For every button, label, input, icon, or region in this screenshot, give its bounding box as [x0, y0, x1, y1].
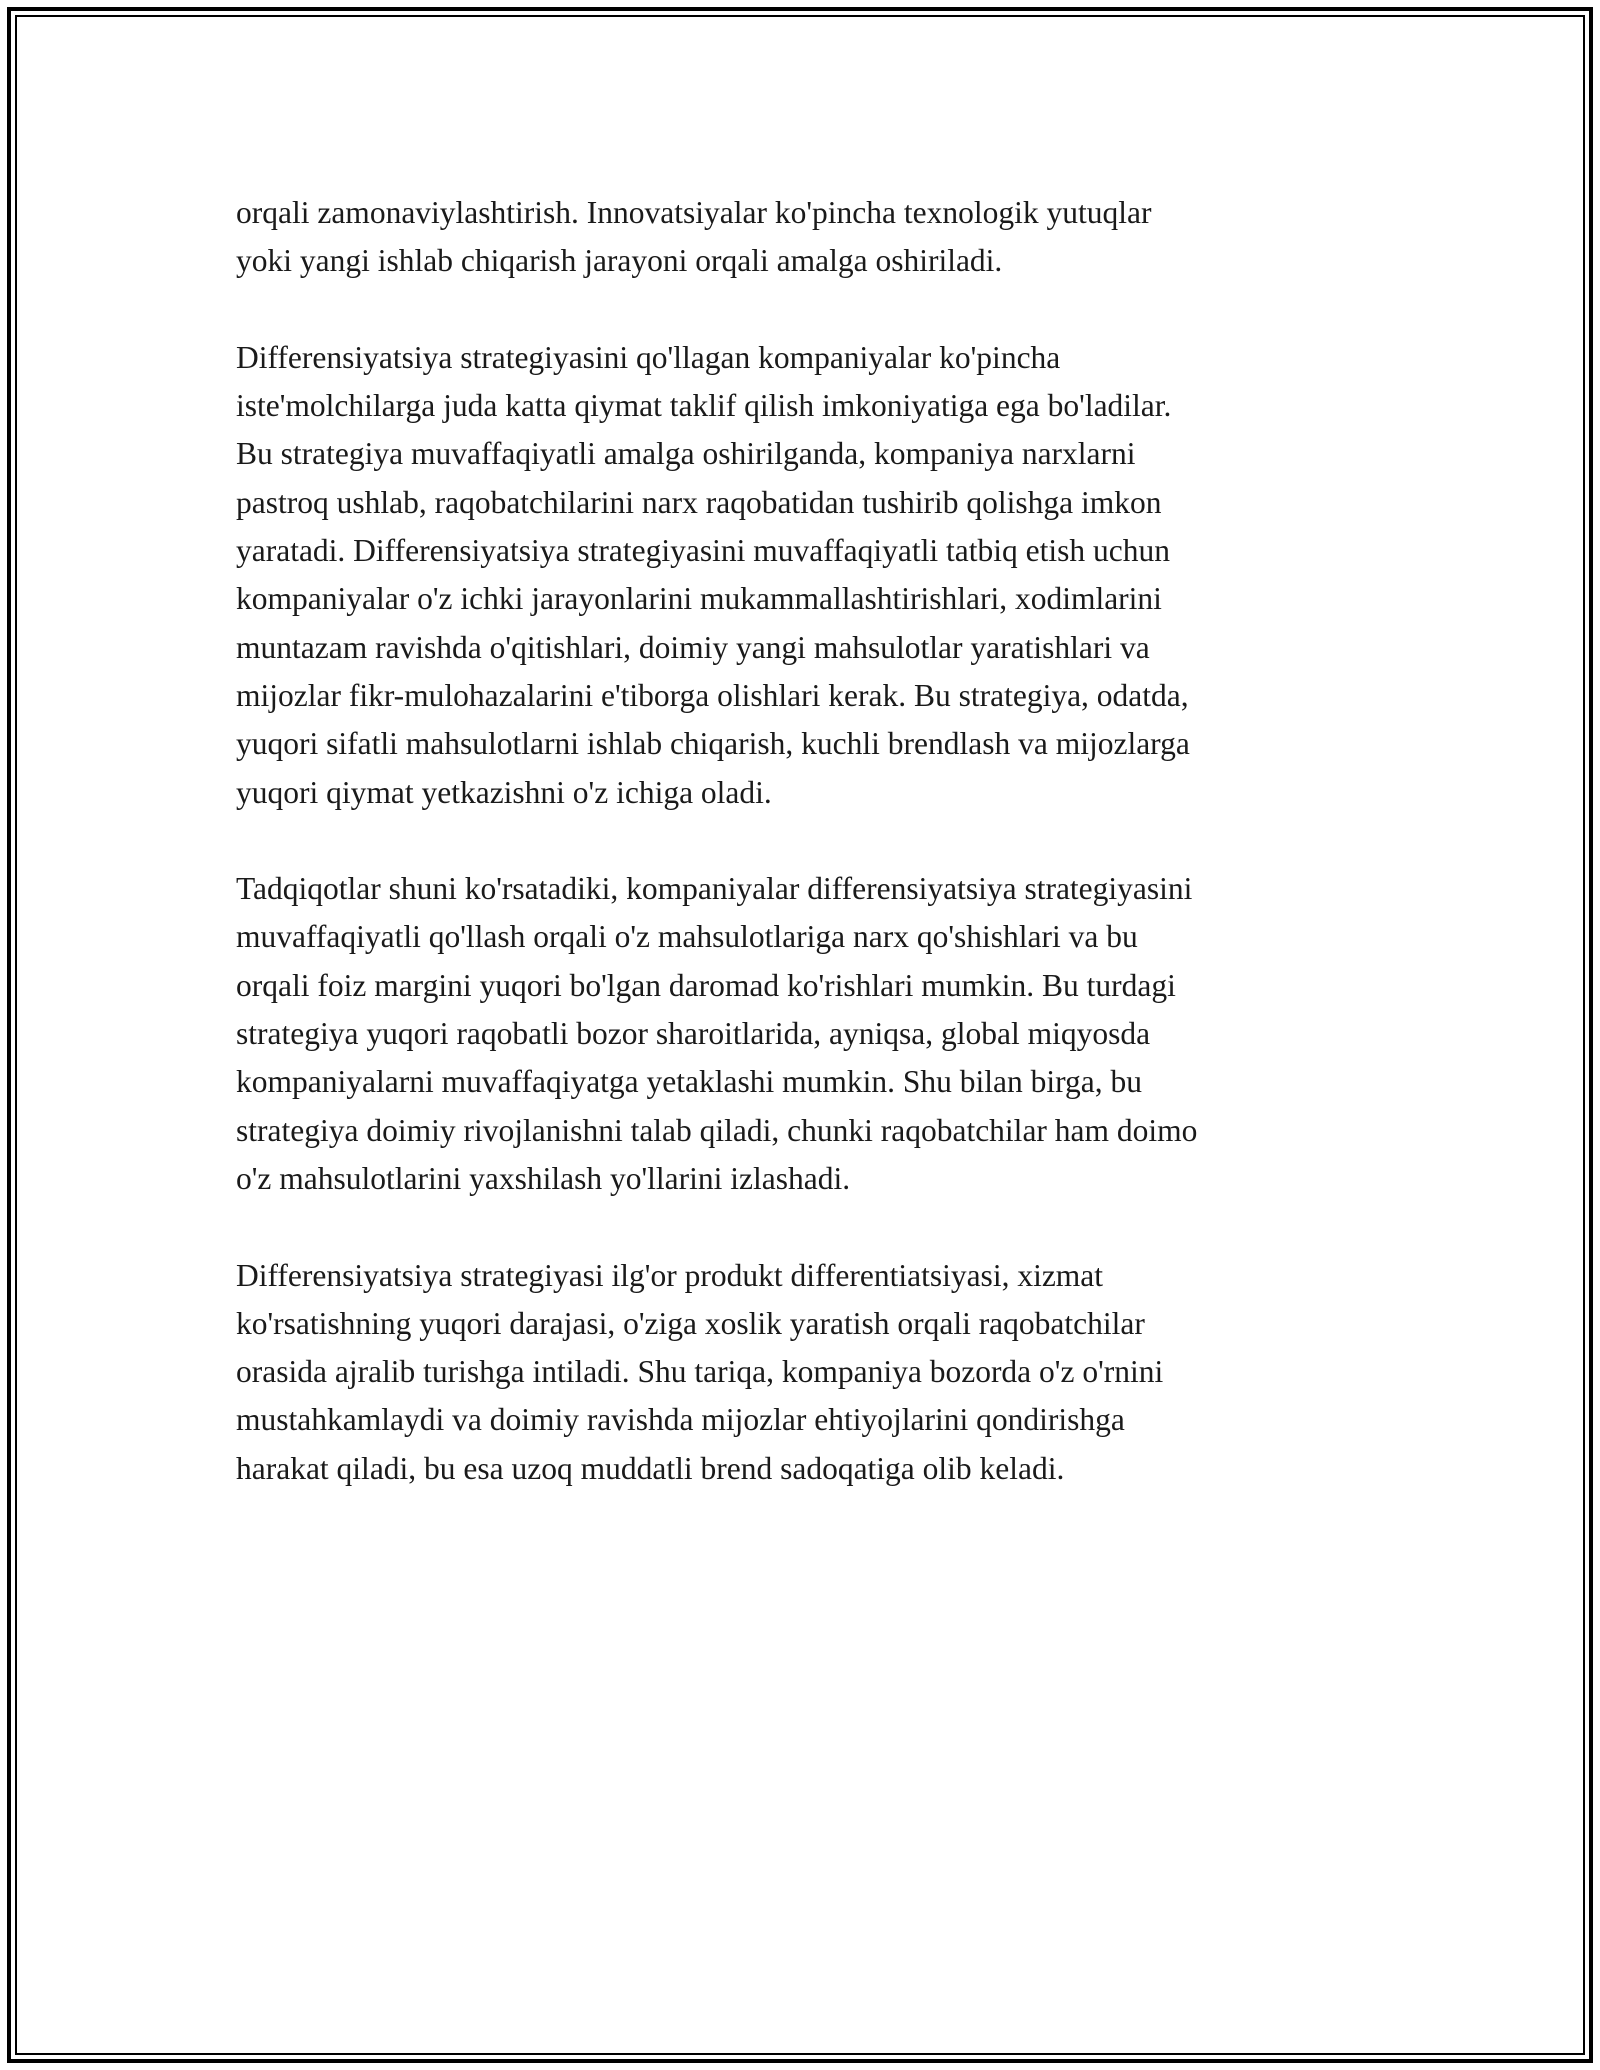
text-line: kompaniyalar o'z ichki jarayonlarini mukammallashtirishlari, xodimlarini	[236, 581, 1162, 617]
text-line: mustahkamlaydi va doimiy ravishda mijozlar ehtiyojlarini qondirishga	[236, 1402, 1125, 1438]
text-line: orqali foiz margini yuqori bo'lgan daromad ko'rishlari mumkin. Bu turdagi	[236, 967, 1176, 1003]
text-line: pastroq ushlab, raqobatchilarini narx raqobatidan tushirib qolishga imkon	[236, 484, 1162, 520]
text-line: Bu strategiya muvaffaqiyatli amalga oshirilganda, kompaniya narxlarni	[236, 436, 1136, 472]
text-line: o'z mahsulotlarini yaxshilash yo'llarini izlashadi.	[236, 1160, 851, 1196]
text-line: strategiya yuqori raqobatli bozor sharoitlarida, ayniqsa, global miqyosda	[236, 1016, 1151, 1052]
text-line: kompaniyalarni muvaffaqiyatga yetaklashi mumkin. Shu bilan birga, bu	[236, 1064, 1143, 1100]
paragraph	[236, 865, 1376, 1203]
text-line: yuqori qiymat yetkazishni o'z ichiga oladi.	[236, 774, 772, 810]
paragraph	[236, 1252, 1376, 1493]
text-line: muntazam ravishda o'qitishlari, doimiy yangi mahsulotlar yaratishlari va	[236, 629, 1150, 665]
text-line: iste'molchilarga juda katta qiymat taklif qilish imkoniyatiga ega bo'ladilar.	[236, 388, 1172, 424]
text-line: orasida ajralib turishga intiladi. Shu tariqa, kompaniya bozorda o'z o'rnini	[236, 1354, 1164, 1390]
text-line: strategiya doimiy rivojlanishni talab qiladi, chunki raqobatchilar ham doimo	[236, 1112, 1198, 1148]
text-line: yuqori sifatli mahsulotlarni ishlab chiqarish, kuchli brendlash va mijozlarga	[236, 726, 1190, 762]
text-line: Tadqiqotlar shuni ko'rsatadiki, kompaniyalar differensiyatsiya strategiyasini	[236, 871, 1193, 907]
paragraph	[236, 334, 1376, 817]
text-line: muvaffaqiyatli qo'llash orqali o'z mahsulotlariga narx qo'shishlari va bu	[236, 919, 1138, 955]
text-line: orqali zamonaviylashtirish. Innovatsiyalar ko'pincha texnologik yutuqlar	[236, 195, 1152, 230]
document-body	[236, 189, 1376, 1541]
text-line: yaratadi. Differensiyatsiya strategiyasini muvaffaqiyatli tatbiq etish uchun	[236, 533, 1170, 569]
text-line: ko'rsatishning yuqori darajasi, o'ziga xoslik yaratish orqali raqobatchilar	[236, 1305, 1145, 1341]
text-line: harakat qiladi, bu esa uzoq muddatli brend sadoqatiga olib keladi.	[236, 1450, 1065, 1486]
text-line: mijozlar fikr-mulohazalarini e'tiborga olishlari kerak. Bu strategiya, odatda,	[236, 677, 1189, 713]
paragraph	[236, 189, 1376, 286]
text-line: Differensiyatsiya strategiyasi ilg'or produkt differentiatsiyasi, xizmat	[236, 1257, 1104, 1293]
text-line: yoki yangi ishlab chiqarish jarayoni orqali amalga oshiriladi.	[236, 243, 1003, 279]
text-line: Differensiyatsiya strategiyasini qo'llagan kompaniyalar ko'pincha	[236, 339, 1061, 375]
